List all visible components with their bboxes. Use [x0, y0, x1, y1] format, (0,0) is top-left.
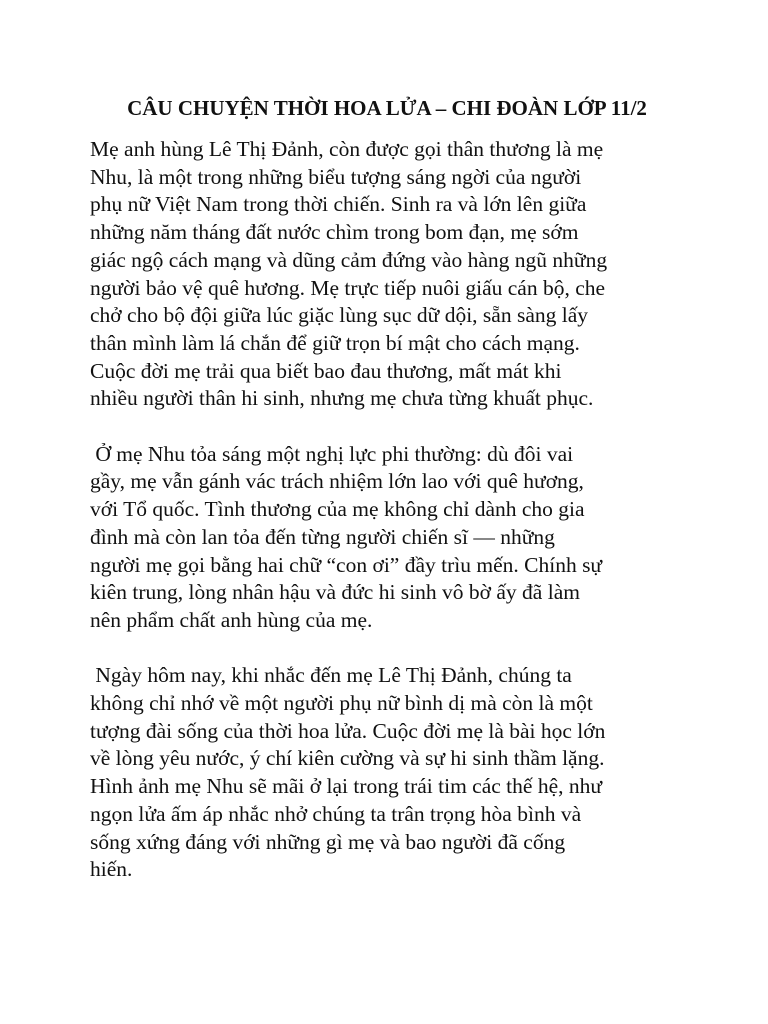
text-line: kiên trung, lòng nhân hậu và đức hi sinh vô bờ ấy đã làm — [90, 580, 580, 605]
text-line: phụ nữ Việt Nam trong thời chiến. Sinh ra và lớn lên giữa — [90, 192, 587, 217]
text-line: hiến. — [90, 857, 133, 882]
text-line: ngọn lửa ấm áp nhắc nhở chúng ta trân trọng hòa bình và — [90, 801, 582, 826]
text-line: sống xứng đáng với những gì mẹ và bao người đã cống — [90, 829, 566, 854]
paragraph-2 — [90, 441, 690, 635]
text-line: Mẹ anh hùng Lê Thị Đảnh, còn được gọi thân thương là mẹ — [90, 137, 604, 161]
paragraph-1 — [90, 136, 690, 413]
text-line: nên phẩm chất anh hùng của mẹ. — [90, 607, 373, 632]
paragraph-3 — [90, 662, 690, 884]
text-line: chở cho bộ đội giữa lúc giặc lùng sục dữ dội, sẵn sàng lấy — [90, 303, 589, 328]
text-line: Nhu, là một trong những biểu tượng sáng ngời của người — [90, 164, 582, 189]
text-line: giác ngộ cách mạng và dũng cảm đứng vào hàng ngũ những — [90, 247, 608, 272]
text-line: gầy, mẹ vẫn gánh vác trách nhiệm lớn lao với quê hương, — [90, 469, 584, 494]
text-line: không chỉ nhớ về một người phụ nữ bình dị mà còn là một — [90, 691, 593, 716]
text-line: Ngày hôm nay, khi nhắc đến mẹ Lê Thị Đảnh, chúng ta — [90, 663, 572, 688]
text-line: với Tổ quốc. Tình thương của mẹ không chỉ dành cho gia — [90, 497, 585, 522]
text-line: nhiều người thân hi sinh, nhưng mẹ chưa từng khuất phục. — [90, 386, 594, 411]
text-line: tượng đài sống của thời hoa lửa. Cuộc đời mẹ là bài học lớn — [90, 718, 606, 743]
text-line: về lòng yêu nước, ý chí kiên cường và sự hi sinh thầm lặng. — [90, 746, 605, 771]
text-line: thân mình làm lá chắn để giữ trọn bí mật cho cách mạng. — [90, 330, 580, 355]
paragraph-gap — [90, 413, 690, 441]
paragraph-gap — [90, 635, 690, 663]
page-title: CÂU CHUYỆN THỜI HOA LỬA – CHI ĐOÀN LỚP 11/2 — [127, 96, 647, 120]
text-line: người bảo vệ quê hương. Mẹ trực tiếp nuôi giấu cán bộ, che — [90, 275, 606, 300]
text-line: những năm tháng đất nước chìm trong bom đạn, mẹ sớm — [90, 220, 579, 245]
body-text — [90, 136, 690, 884]
text-line: Cuộc đời mẹ trải qua biết bao đau thương, mất mát khi — [90, 358, 562, 383]
text-line: Ở mẹ Nhu tỏa sáng một nghị lực phi thường: dù đôi vai — [90, 441, 574, 466]
text-line: Hình ảnh mẹ Nhu sẽ mãi ở lại trong trái tim các thế hệ, như — [90, 774, 603, 799]
text-line: người mẹ gọi bằng hai chữ “con ơi” đầy trìu mến. Chính sự — [90, 552, 603, 577]
text-line: đình mà còn lan tỏa đến từng người chiến sĩ — những — [90, 524, 555, 549]
